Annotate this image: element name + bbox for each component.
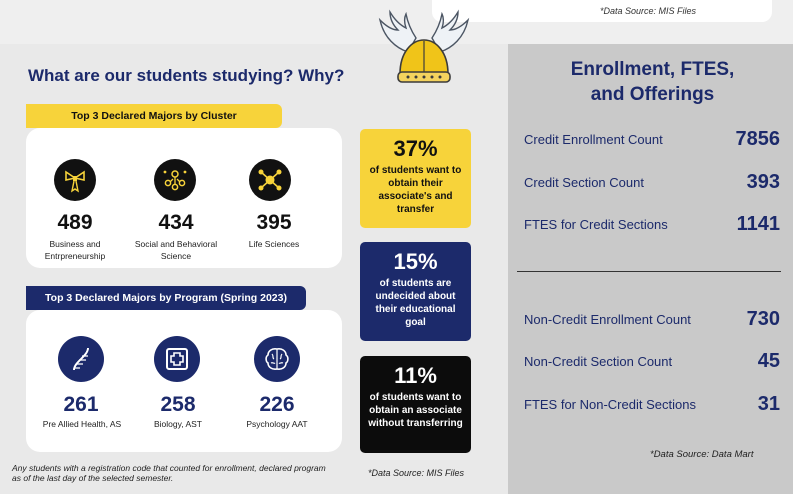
dna-icon (58, 336, 104, 382)
metric-value: 45 (757, 350, 780, 372)
cluster-label-1: Business and Entrpreneurship (44, 239, 106, 261)
stat-text: of students want to obtain an associate without transferring (368, 392, 463, 429)
program-label-2: Biology, AST (153, 419, 203, 429)
stat-text: of students want to obtain their associate's and transfer (369, 165, 462, 215)
stat-associate-only (360, 356, 471, 453)
footnote: Any students with a registration code that counted for enrollment, declared program as of the last day of the selected semester. (12, 463, 326, 483)
winged-helmet-mascot-icon (378, 8, 470, 88)
stat-text: of students are undecided about their educational goal (375, 278, 456, 328)
cluster-value-3: 395 (256, 211, 292, 234)
bow-tie-icon (54, 159, 96, 201)
right-panel-background (508, 44, 793, 494)
stat-percent: 11% (394, 363, 437, 388)
medical-cross-icon (154, 336, 200, 382)
cluster-label-2: Social and Behavioral Science (134, 239, 218, 261)
people-network-icon (154, 159, 196, 201)
credit-enrollment-row (524, 128, 780, 151)
right-panel-title (530, 57, 775, 107)
stat-percent: 15% (393, 249, 438, 274)
metric-value: 7856 (735, 128, 780, 150)
molecule-icon (249, 159, 291, 201)
right-title-line-1: Enrollment, FTES, (570, 59, 735, 80)
metric-value: 1141 (736, 213, 780, 235)
metric-value: 393 (746, 171, 780, 193)
metric-label: Non-Credit Enrollment Count (524, 312, 691, 327)
metric-label: Credit Enrollment Count (524, 132, 663, 147)
noncredit-ftes-row (524, 393, 780, 416)
stat-percent: 37% (393, 136, 438, 161)
metric-value: 730 (746, 308, 780, 330)
program-value-1: 261 (63, 393, 99, 416)
program-label-1: Pre Allied Health, AS (42, 419, 122, 429)
stat-undecided (360, 242, 471, 341)
program-value-3: 226 (259, 393, 295, 416)
right-title-line-2: and Offerings (590, 84, 715, 105)
top-data-source: *Data Source: MIS Files (600, 6, 697, 16)
metric-value: 31 (757, 393, 780, 415)
noncredit-section-row (524, 350, 780, 373)
stat-transfer (360, 129, 471, 228)
metric-label: FTES for Credit Sections (524, 217, 668, 232)
section-divider (517, 271, 781, 272)
cluster-heading: Top 3 Declared Majors by Cluster (26, 104, 282, 128)
cluster-label-3: Life Sciences (248, 239, 300, 249)
noncredit-enrollment-row (524, 308, 780, 331)
brain-icon (254, 336, 300, 382)
program-value-2: 258 (160, 393, 196, 416)
right-data-source: *Data Source: Data Mart (650, 449, 754, 460)
metric-label: FTES for Non-Credit Sections (524, 397, 696, 412)
cluster-value-1: 489 (57, 211, 93, 234)
metric-label: Credit Section Count (524, 175, 644, 190)
metric-label: Non-Credit Section Count (524, 354, 673, 369)
left-data-source: *Data Source: MIS Files (368, 468, 465, 478)
cluster-value-2: 434 (158, 211, 194, 234)
program-label-3: Psychology AAT (246, 419, 308, 429)
page-title: What are our students studying? Why? (28, 66, 345, 85)
credit-section-row (524, 171, 780, 194)
credit-ftes-row (524, 213, 780, 236)
program-heading: Top 3 Declared Majors by Program (Spring 2023) (26, 286, 306, 310)
